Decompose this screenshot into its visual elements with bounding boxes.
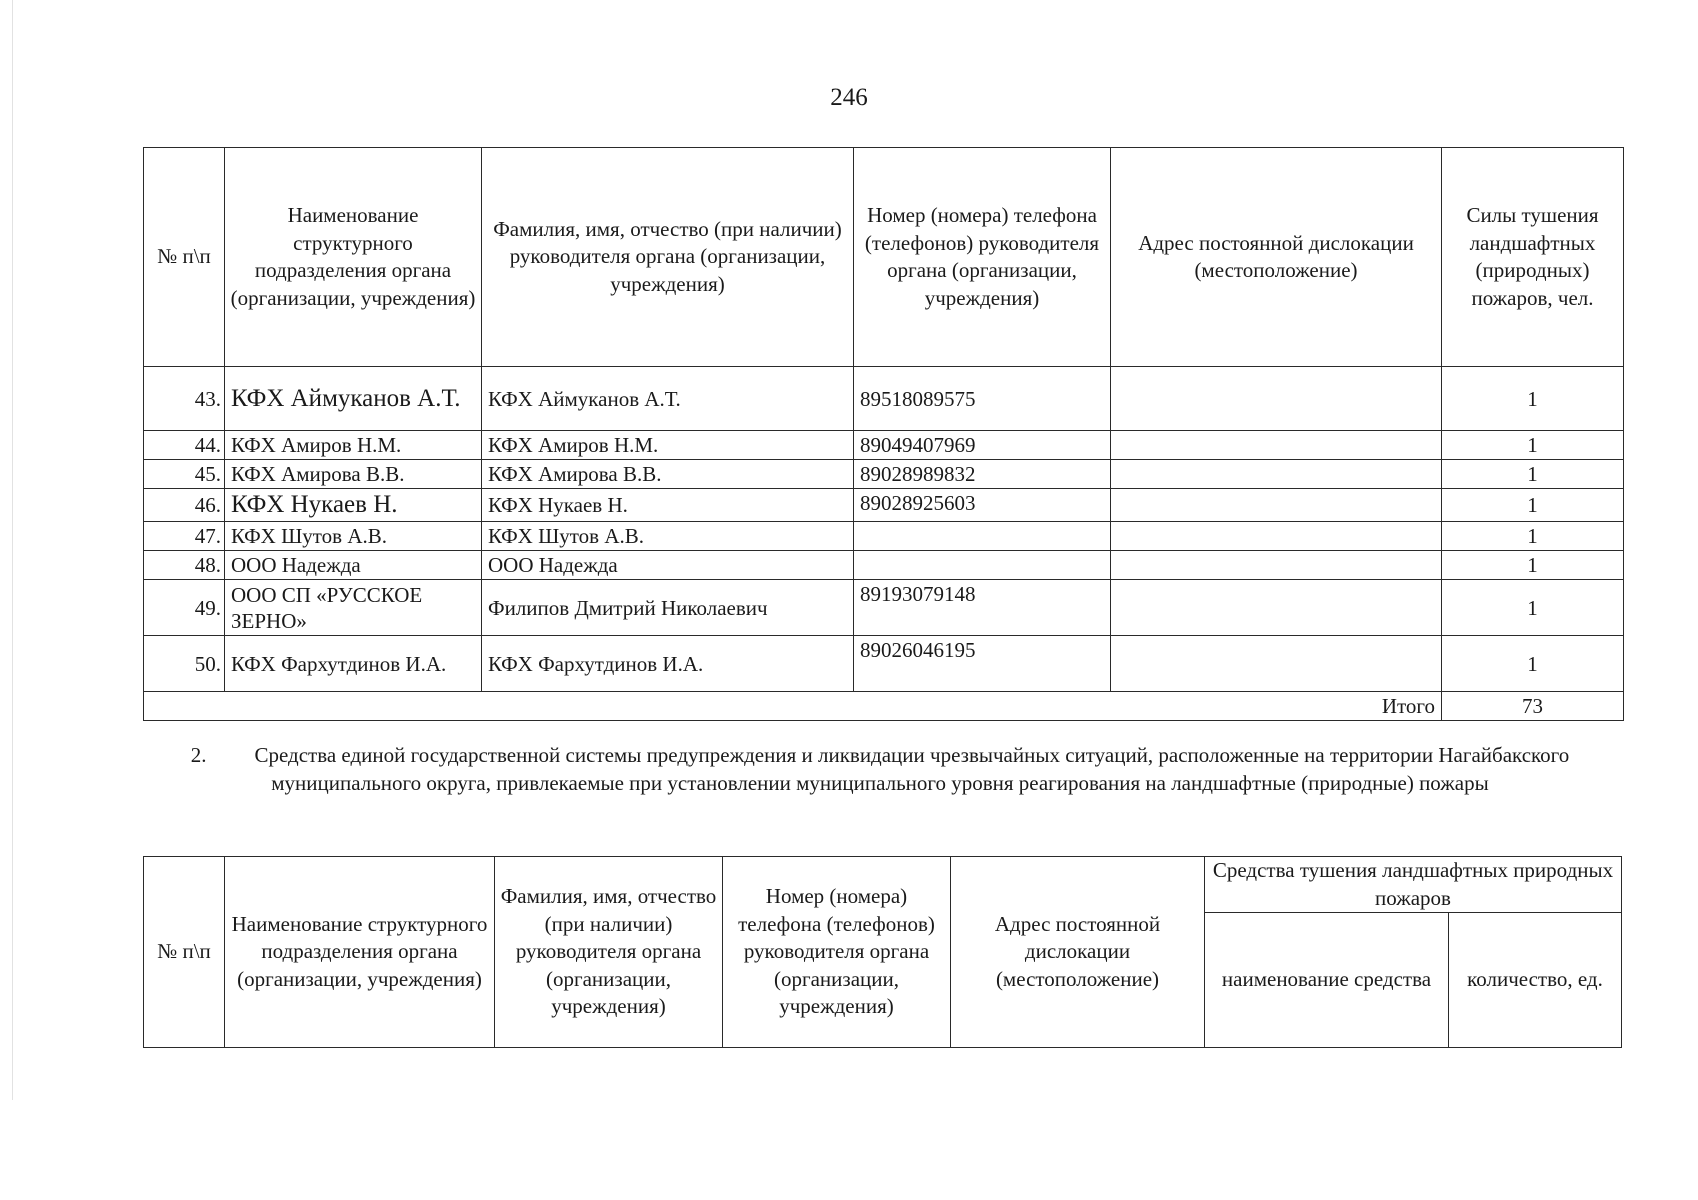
phone: 89028989832	[854, 460, 1111, 489]
table-row	[144, 460, 1624, 489]
page-number: 246	[830, 84, 868, 111]
col-header-name: Наименование структурного подразделения органа (организации, учреждения)	[225, 148, 482, 367]
phone: 89049407969	[854, 431, 1111, 460]
phone	[854, 522, 1111, 551]
table-header-row	[144, 148, 1624, 367]
table-row	[144, 636, 1624, 692]
col-header-num: № п\п	[144, 148, 225, 367]
table-header-row	[144, 857, 1622, 913]
emergency-means-table	[143, 856, 1622, 1048]
head-name: КФХ Амирова В.В.	[482, 460, 854, 489]
table-row	[144, 367, 1624, 431]
address	[1111, 431, 1442, 460]
col-header-phone: Номер (номера) телефона (телефонов) руководителя органа (организации, учреждения)	[854, 148, 1111, 367]
col-header-forces: Силы тушения ландшафтных (природных) пожаров, чел.	[1442, 148, 1624, 367]
address	[1111, 636, 1442, 692]
section-number: 2.	[190, 743, 207, 767]
row-number: 43.	[144, 367, 225, 431]
table-row	[144, 580, 1624, 636]
address	[1111, 580, 1442, 636]
address	[1111, 460, 1442, 489]
org-name: КФХ Нукаев Н.	[225, 489, 482, 522]
org-name: КФХ Аймуканов А.Т.	[225, 367, 482, 431]
left-margin-line	[12, 0, 13, 1100]
col-header-head: Фамилия, имя, отчество (при наличии) руководителя органа (организации, учреждения)	[495, 857, 723, 1048]
quantity: 1	[1442, 636, 1624, 692]
forces-table	[143, 147, 1624, 721]
row-number: 49.	[144, 580, 225, 636]
row-number: 48.	[144, 551, 225, 580]
row-number: 47.	[144, 522, 225, 551]
address	[1111, 522, 1442, 551]
row-number: 45.	[144, 460, 225, 489]
table-row	[144, 431, 1624, 460]
org-name: ООО Надежда	[225, 551, 482, 580]
quantity: 1	[1442, 522, 1624, 551]
col-header-num: № п\п	[144, 857, 225, 1048]
total-label: Итого	[144, 692, 1442, 721]
quantity: 1	[1442, 367, 1624, 431]
phone	[854, 551, 1111, 580]
quantity: 1	[1442, 460, 1624, 489]
head-name: КФХ Нукаев Н.	[482, 489, 854, 522]
col-header-name: Наименование структурного подразделения органа (организации, учреждения)	[225, 857, 495, 1048]
org-name: ООО СП «РУССКОЕ ЗЕРНО»	[225, 580, 482, 636]
col-header-phone: Номер (номера) телефона (телефонов) руководителя органа (организации, учреждения)	[723, 857, 951, 1048]
col-header-head: Фамилия, имя, отчество (при наличии) руководителя органа (организации, учреждения)	[482, 148, 854, 367]
address	[1111, 367, 1442, 431]
phone: 89518089575	[854, 367, 1111, 431]
head-name: ООО Надежда	[482, 551, 854, 580]
section-title-text: Средства единой государственной системы предупреждения и ликвидации чрезвычайных ситуаций, расположенные на территории Нагайбакского муниципального округа, привлекаемые при установлении муниципального уровня реагирования на ландшафтные (природные) пожары	[254, 743, 1570, 795]
table-row	[144, 489, 1624, 522]
row-number: 50.	[144, 636, 225, 692]
row-number: 44.	[144, 431, 225, 460]
quantity: 1	[1442, 489, 1624, 522]
phone: 89026046195	[854, 636, 1111, 692]
address	[1111, 489, 1442, 522]
col-header-address: Адрес постоянной дислокации (местоположение)	[1111, 148, 1442, 367]
address	[1111, 551, 1442, 580]
quantity: 1	[1442, 580, 1624, 636]
head-name: КФХ Аймуканов А.Т.	[482, 367, 854, 431]
org-name: КФХ Амиров Н.М.	[225, 431, 482, 460]
phone: 89193079148	[854, 580, 1111, 636]
phone: 89028925603	[854, 489, 1111, 522]
head-name: Филипов Дмитрий Николаевич	[482, 580, 854, 636]
head-name: КФХ Амиров Н.М.	[482, 431, 854, 460]
total-value: 73	[1442, 692, 1624, 721]
total-row	[144, 692, 1624, 721]
section-2-title	[160, 741, 1600, 797]
col-header-means-name: наименование средства	[1205, 913, 1449, 1048]
org-name: КФХ Фархутдинов И.А.	[225, 636, 482, 692]
org-name: КФХ Амирова В.В.	[225, 460, 482, 489]
col-header-address: Адрес постоянной дислокации (местоположение)	[951, 857, 1205, 1048]
col-header-means-group: Средства тушения ландшафтных природных пожаров	[1205, 857, 1622, 913]
head-name: КФХ Шутов А.В.	[482, 522, 854, 551]
row-number: 46.	[144, 489, 225, 522]
table-row	[144, 522, 1624, 551]
col-header-means-qty: количество, ед.	[1449, 913, 1622, 1048]
quantity: 1	[1442, 431, 1624, 460]
org-name: КФХ Шутов А.В.	[225, 522, 482, 551]
head-name: КФХ Фархутдинов И.А.	[482, 636, 854, 692]
table-row	[144, 551, 1624, 580]
quantity: 1	[1442, 551, 1624, 580]
